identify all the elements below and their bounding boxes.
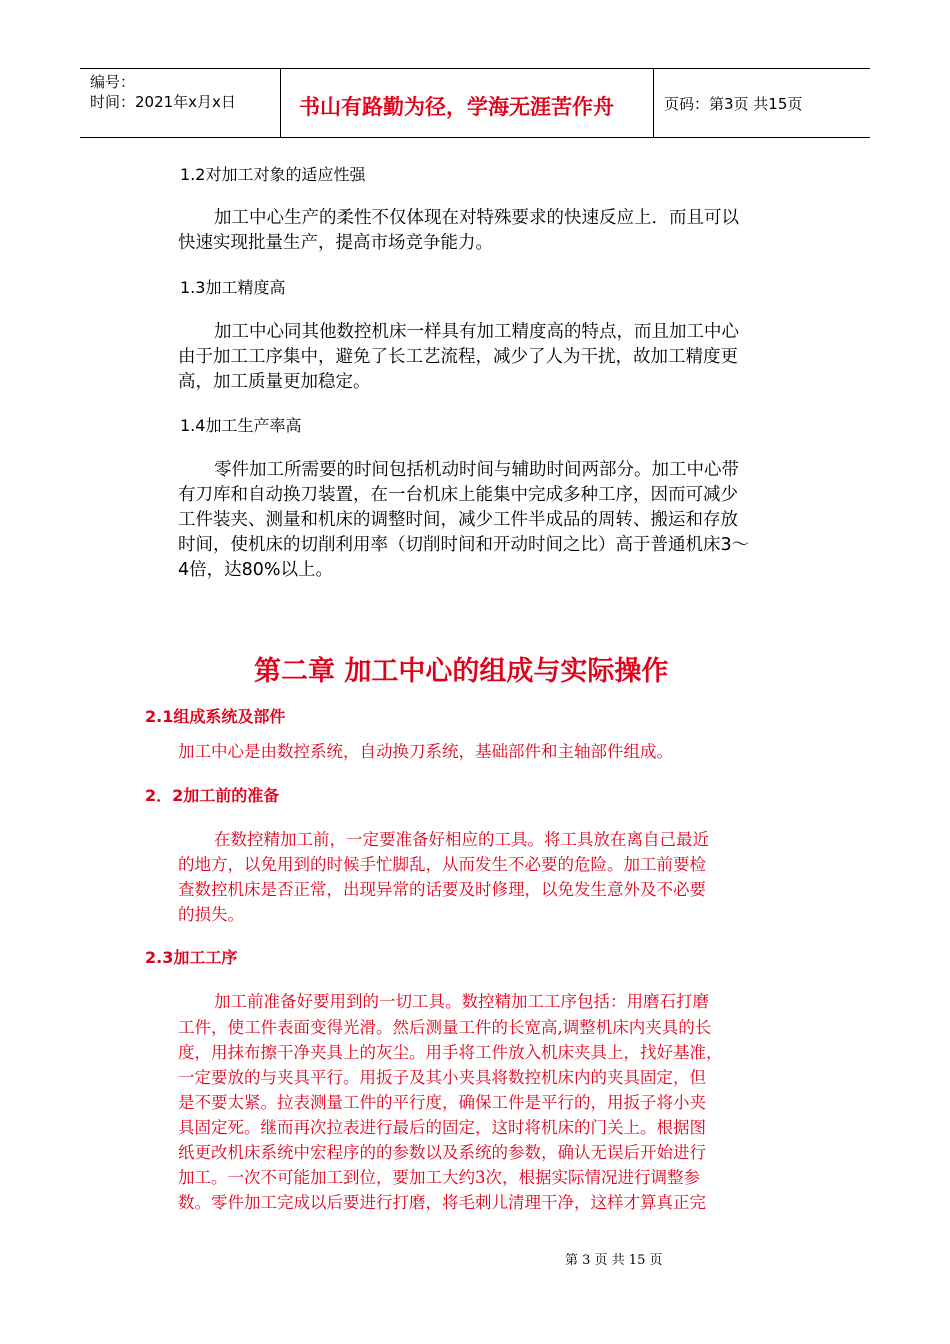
section-1-3-title: 1.3加工精度高 — [180, 278, 286, 297]
section-2-2-line-1: 在数控精加工前，一定要准备好相应的工具。将工具放在离自己最近 — [214, 830, 709, 849]
header-page-cell — [654, 69, 870, 137]
section-2-3-line-9: 数。零件加工完成以后要进行打磨，将毛刺儿清理干净，这样才算真正完 — [178, 1193, 706, 1212]
section-1-4-line-5: 4倍，达80%以上。 — [178, 560, 334, 580]
page-footer: 第 3 页 共 15 页 — [565, 1253, 663, 1268]
section-2-3-line-5: 是不要太紧。拉表测量工件的平行度，确保工件是平行的，用扳子将小夹 — [178, 1093, 706, 1112]
section-2-1-line-1: 加工中心是由数控系统，自动换刀系统，基础部件和主轴部件组成。 — [178, 742, 673, 761]
section-1-2-title: 1.2对加工对象的适应性强 — [180, 165, 366, 184]
header-motto: 书山有路勤为径，学海无涯苦作舟 — [299, 94, 614, 119]
section-2-2-line-3: 查数控机床是否正常，出现异常的话要及时修理，以免发生意外及不必要 — [178, 880, 706, 899]
section-1-4-line-1: 零件加工所需要的时间包括机动时间与辅助时间两部分。加工中心带 — [214, 460, 739, 480]
section-1-3-line-2: 由于加工工序集中，避免了长工艺流程，减少了人为干扰，故加工精度更 — [178, 347, 738, 367]
section-2-3-line-6: 具固定死。继而再次拉表进行最后的固定，这时将机床的门关上。根据图 — [178, 1118, 706, 1137]
section-1-4-line-4: 时间，使机床的切削利用率（切削时间和开动时间之比）高于普通机床3～ — [178, 535, 750, 555]
section-2-3-line-4: 一定要放的与夹具平行。用扳子及其小夹具将数控机床内的夹具固定，但 — [178, 1068, 706, 1087]
section-1-3-line-3: 高，加工质量更加稳定。 — [178, 372, 371, 392]
header-page-info: 页码：第3页 共15页 — [664, 95, 803, 113]
section-2-3-line-7: 纸更改机床系统中宏程序的的参数以及系统的参数，确认无误后开始进行 — [178, 1143, 706, 1162]
section-2-3-line-3: 度，用抹布擦干净夹具上的灰尘。用手将工件放入机床夹具上，找好基准， — [178, 1043, 723, 1062]
section-2-3-line-1: 加工前准备好要用到的一切工具。数控精加工工序包括：用磨石打磨 — [214, 992, 709, 1011]
section-2-3-title: 2.3加工工序 — [145, 948, 238, 967]
section-2-3-line-8: 加工。一次不可能加工到位，要加工大约3次，根据实际情况进行调整参 — [178, 1168, 700, 1187]
page-header — [80, 68, 870, 138]
header-motto-cell — [281, 69, 654, 137]
section-2-2-title: 2．2加工前的准备 — [145, 786, 280, 805]
time-label: 时间：2021年x月x日 — [90, 93, 236, 111]
header-meta-cell — [80, 69, 281, 137]
section-2-2-line-4: 的损失。 — [178, 905, 244, 924]
section-1-2-line-2: 快速实现批量生产，提高市场竞争能力。 — [178, 233, 493, 253]
section-1-2-line-1: 加工中心生产的柔性不仅体现在对特殊要求的快速反应上．而且可以 — [214, 208, 739, 228]
section-1-4-title: 1.4加工生产率高 — [180, 416, 302, 435]
number-label: 编号： — [90, 73, 136, 91]
section-2-2-line-2: 的地方，以免用到的时候手忙脚乱，从而发生不必要的危险。加工前要检 — [178, 855, 706, 874]
section-1-3-line-1: 加工中心同其他数控机床一样具有加工精度高的特点，而且加工中心 — [214, 322, 739, 342]
section-1-4-line-2: 有刀库和自动换刀装置，在一台机床上能集中完成多种工序，因而可减少 — [178, 485, 738, 505]
section-2-1-title: 2.1组成系统及部件 — [145, 707, 286, 726]
section-1-4-line-3: 工件装夹、测量和机床的调整时间，减少工件半成品的周转、搬运和存放 — [178, 510, 738, 530]
chapter-title: 第二章 加工中心的组成与实际操作 — [254, 656, 669, 687]
section-2-3-line-2: 工件，使工件表面变得光滑。然后测量工件的长宽高,调整机床内夹具的长 — [178, 1018, 712, 1037]
